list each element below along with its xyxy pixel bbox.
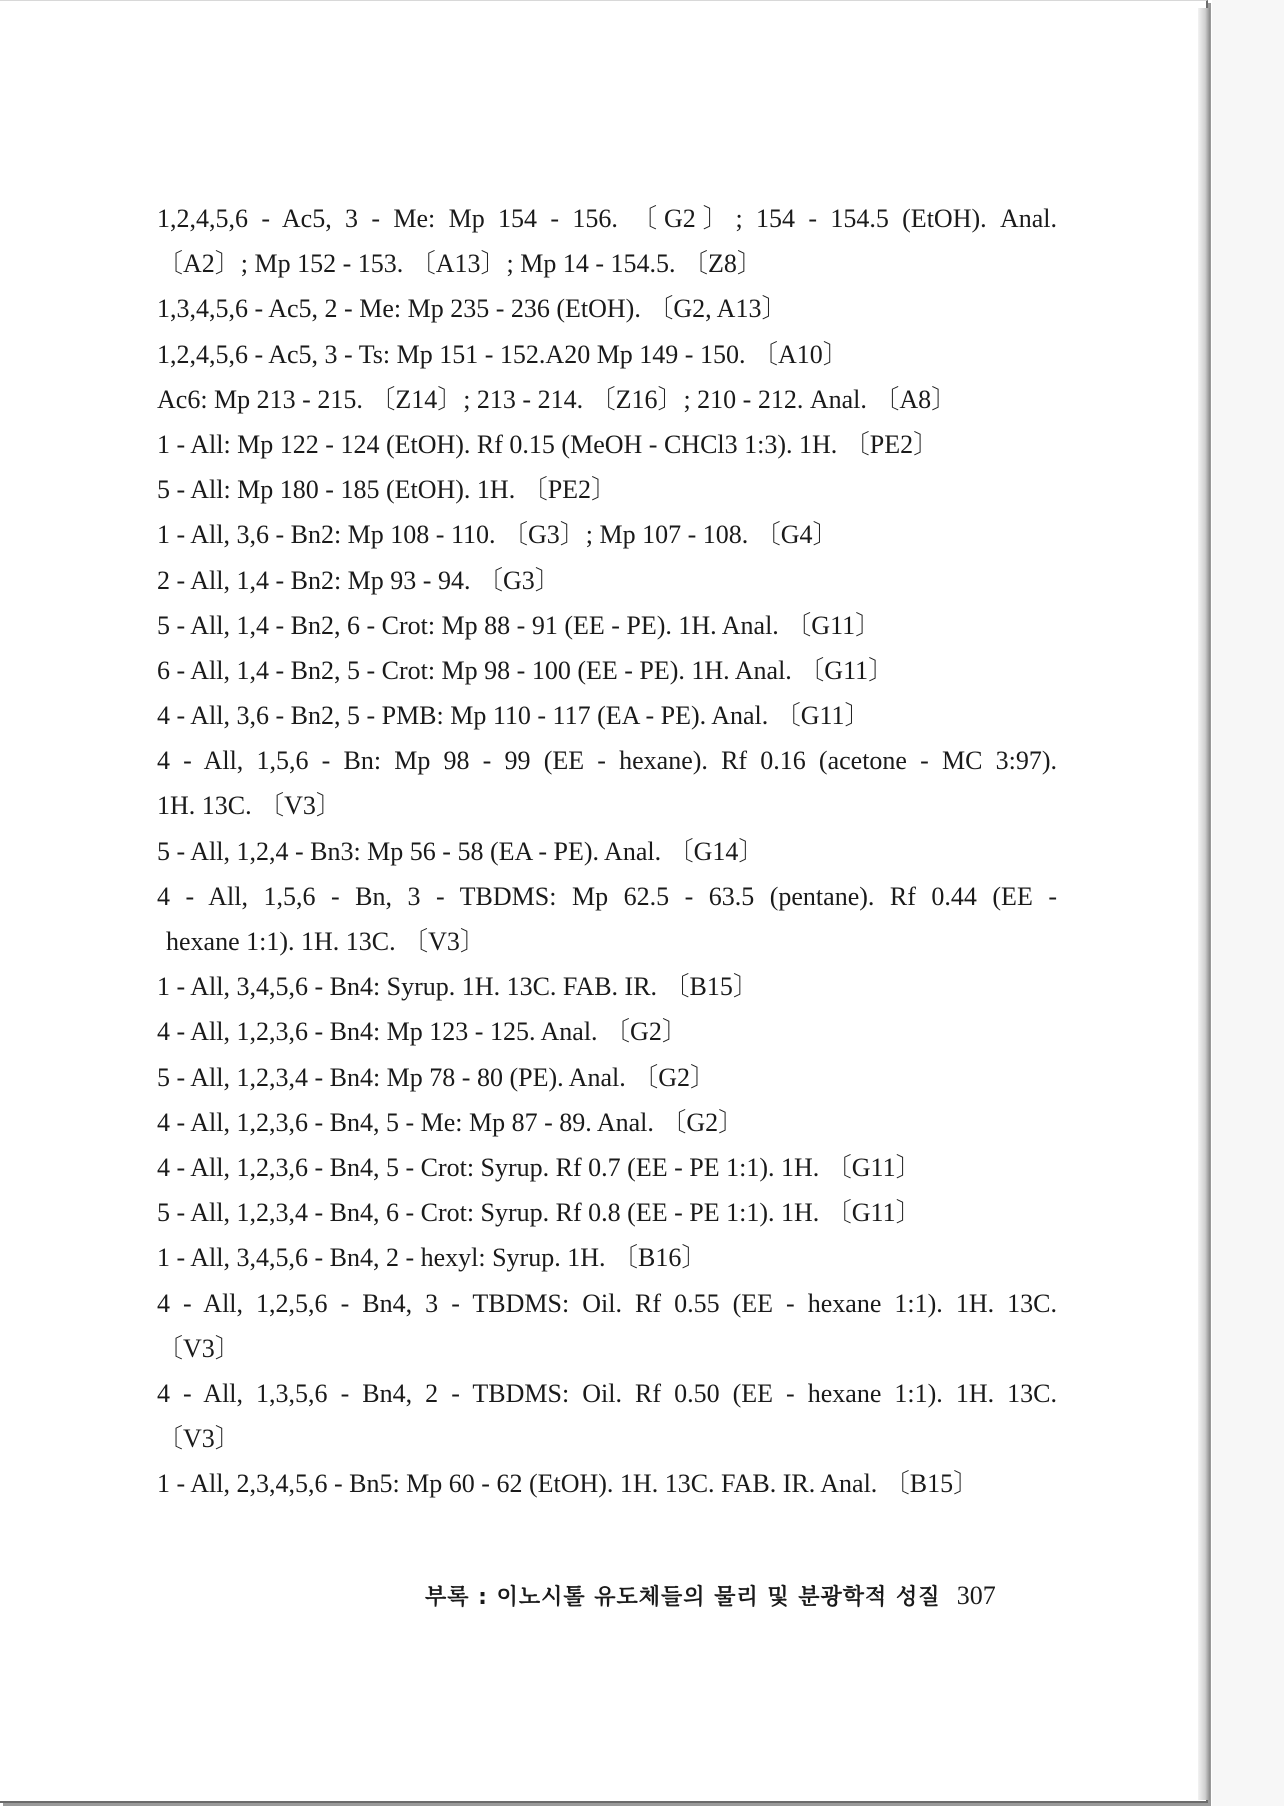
page-number: 307 xyxy=(956,1581,996,1610)
text-line-25: 4 - All, 1,2,5,6 - Bn4, 3 - TBDMS: Oil. Rf 0.55 (EE - hexane 1:1). 1H. 13C. xyxy=(157,1288,1057,1318)
text-line-8: 1 - All, 3,6 - Bn2: Mp 108 - 110. 〔G3〕; Mp 107 - 108. 〔G4〕 xyxy=(157,520,839,550)
text-line-17: hexane 1:1). 1H. 13C. 〔V3〕 xyxy=(166,927,486,956)
text-line-19: 4 - All, 1,2,3,6 - Bn4: Mp 123 - 125. Anal. 〔G2〕 xyxy=(157,1017,688,1047)
text-line-14: 1H. 13C. 〔V3〕 xyxy=(157,791,342,821)
text-line-12: 4 - All, 3,6 - Bn2, 5 - PMB: Mp 110 - 117 (EA - PE). Anal. 〔G11〕 xyxy=(157,701,871,731)
text-line-10: 5 - All, 1,4 - Bn2, 6 - Crot: Mp 88 - 91 (EE - PE). 1H. Anal. 〔G11〕 xyxy=(157,610,882,640)
text-line-13: 4 - All, 1,5,6 - Bn: Mp 98 - 99 (EE - hexane). Rf 0.16 (acetone - MC 3:97). xyxy=(157,746,1057,776)
text-line-27: 4 - All, 1,3,5,6 - Bn4, 2 - TBDMS: Oil. Rf 0.50 (EE - hexane 1:1). 1H. 13C. xyxy=(157,1378,1057,1408)
text-line-6: 1 - All: Mp 122 - 124 (EtOH). Rf 0.15 (MeOH - CHCl3 1:3). 1H. 〔PE2〕 xyxy=(157,429,940,459)
text-line-18: 1 - All, 3,4,5,6 - Bn4: Syrup. 1H. 13C. FAB. IR. 〔B15〕 xyxy=(157,972,759,1002)
compound-list xyxy=(157,196,1057,1506)
page-footer xyxy=(425,1576,1025,1616)
text-line-5: Ac6: Mp 213 - 215. 〔Z14〕; 213 - 214. 〔Z16〕; 210 - 212. Anal. 〔A8〕 xyxy=(157,384,958,414)
text-line-15: 5 - All, 1,2,4 - Bn3: Mp 56 - 58 (EA - PE). Anal. 〔G14〕 xyxy=(157,836,765,866)
page-edge xyxy=(1198,8,1210,1800)
text-line-9: 2 - All, 1,4 - Bn2: Mp 93 - 94. 〔G3〕 xyxy=(157,565,561,595)
text-line-23: 5 - All, 1,2,3,4 - Bn4, 6 - Crot: Syrup. Rf 0.8 (EE - PE 1:1). 1H. 〔G11〕 xyxy=(157,1198,922,1228)
text-line-24: 1 - All, 3,4,5,6 - Bn4, 2 - hexyl: Syrup. 1H. 〔B16〕 xyxy=(157,1243,708,1273)
text-line-29: 1 - All, 2,3,4,5,6 - Bn5: Mp 60 - 62 (EtOH). 1H. 13C. FAB. IR. Anal. 〔B15〕 xyxy=(157,1469,980,1499)
text-line-11: 6 - All, 1,4 - Bn2, 5 - Crot: Mp 98 - 100 (EE - PE). 1H. Anal. 〔G11〕 xyxy=(157,655,895,685)
text-line-2: 〔A2〕; Mp 152 - 153. 〔A13〕; Mp 14 - 154.5. 〔Z8〕 xyxy=(157,249,763,279)
scan-margin xyxy=(1212,0,1284,1806)
text-line-28: 〔V3〕 xyxy=(157,1424,241,1454)
text-line-1: 1,2,4,5,6 - Ac5, 3 - Me: Mp 154 - 156. 〔G2〕; 154 - 154.5 (EtOH). Anal. xyxy=(157,204,1057,233)
text-line-7: 5 - All: Mp 180 - 185 (EtOH). 1H. 〔PE2〕 xyxy=(157,475,618,505)
text-line-16: 4 - All, 1,5,6 - Bn, 3 - TBDMS: Mp 62.5 - 63.5 (pentane). Rf 0.44 (EE - xyxy=(157,881,1057,911)
text-line-21: 4 - All, 1,2,3,6 - Bn4, 5 - Me: Mp 87 - 89. Anal. 〔G2〕 xyxy=(157,1107,745,1137)
text-line-26: 〔V3〕 xyxy=(157,1333,241,1363)
text-line-3: 1,3,4,5,6 - Ac5, 2 - Me: Mp 235 - 236 (EtOH). 〔G2, A13〕 xyxy=(157,294,788,324)
text-line-20: 5 - All, 1,2,3,4 - Bn4: Mp 78 - 80 (PE). Anal. 〔G2〕 xyxy=(157,1062,716,1092)
running-title: 부록 : 이노시톨 유도체들의 물리 및 분광학적 성질 xyxy=(425,1585,941,1610)
text-line-4: 1,2,4,5,6 - Ac5, 3 - Ts: Mp 151 - 152.A20 Mp 149 - 150. 〔A10〕 xyxy=(157,339,849,369)
text-line-22: 4 - All, 1,2,3,6 - Bn4, 5 - Crot: Syrup. Rf 0.7 (EE - PE 1:1). 1H. 〔G11〕 xyxy=(157,1152,922,1182)
